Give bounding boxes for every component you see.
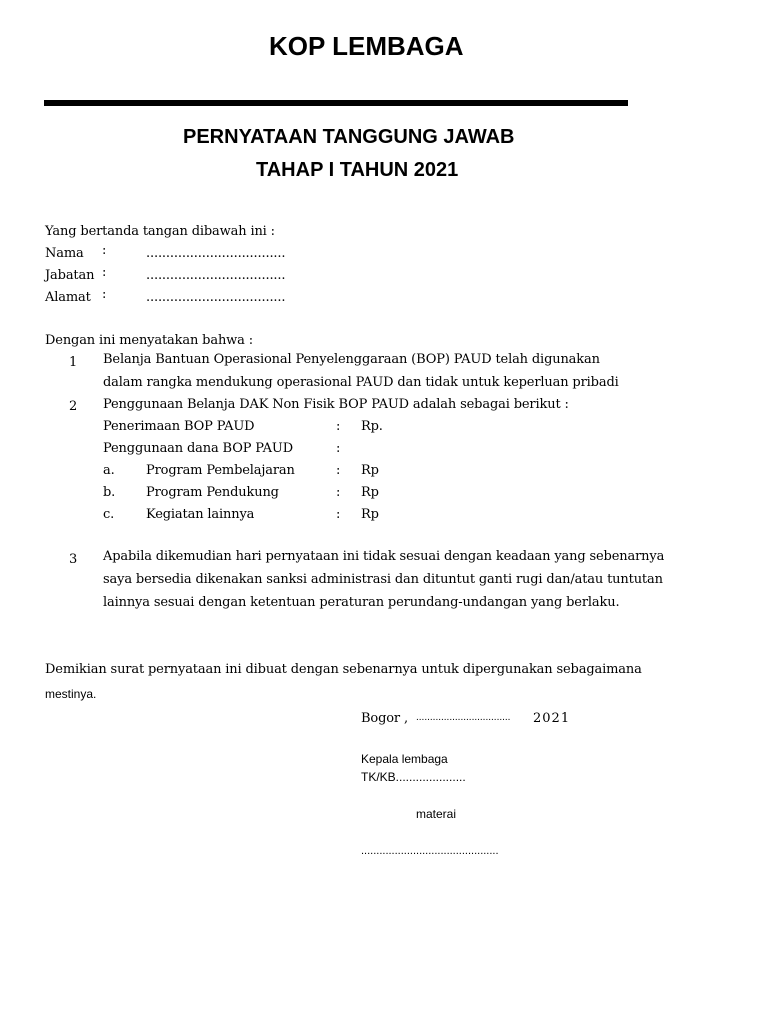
sub-item-letter: c.	[103, 507, 115, 522]
sub-item-amount: Rp	[361, 463, 379, 478]
closing-line1: Demikian surat pernyataan ini dibuat dengan sebenarnya untuk dipergunakan sebagaimana	[45, 662, 642, 677]
item3-line1: Apabila dikemudian hari pernyataan ini tidak sesuai dengan keadaan yang sebenarnya	[103, 549, 665, 564]
sub-item-colon: :	[336, 463, 341, 478]
sub-item-amount: Rp	[361, 507, 379, 522]
receipt-label: Penerimaan BOP PAUD	[103, 419, 255, 434]
usage-label: Penggunaan dana BOP PAUD	[103, 441, 294, 456]
letterhead-divider	[44, 100, 628, 106]
sub-item-amount: Rp	[361, 485, 379, 500]
name-label: Nama	[45, 246, 84, 261]
item2-line1: Penggunaan Belanja DAK Non Fisik BOP PAUD adalah sebagai berikut :	[103, 397, 569, 412]
signature-year: 2021	[533, 711, 571, 726]
sub-item-letter: a.	[103, 463, 115, 478]
signatory-institution: TK/KB.....................	[361, 770, 466, 784]
receipt-amount: Rp.	[361, 419, 383, 434]
letterhead-title: KOP LEMBAGA	[269, 31, 464, 61]
receipt-colon: :	[336, 419, 341, 434]
signature-date-field[interactable]: ..................................	[416, 712, 511, 723]
position-field[interactable]: ...................................	[146, 268, 286, 283]
item-number: 2	[69, 399, 78, 414]
usage-colon: :	[336, 441, 341, 456]
name-field[interactable]: ...................................	[146, 246, 286, 261]
sub-item-label: Program Pendukung	[146, 485, 279, 500]
item1-line2: dalam rangka mendukung operasional PAUD dan tidak untuk keperluan pribadi	[103, 375, 619, 390]
sub-item-colon: :	[336, 507, 341, 522]
address-label: Alamat	[45, 290, 91, 305]
identity-intro: Yang bertanda tangan dibawah ini :	[45, 224, 275, 239]
sub-item-label: Program Pembelajaran	[146, 463, 295, 478]
sub-item-letter: b.	[103, 485, 116, 500]
item-number: 3	[69, 552, 78, 567]
address-field[interactable]: ...................................	[146, 290, 286, 305]
signatory-name-field[interactable]: .............................................	[361, 845, 499, 857]
stamp-duty-placeholder: materai	[416, 807, 457, 821]
statement-intro: Dengan ini menyatakan bahwa :	[45, 333, 253, 348]
item3-line2: saya bersedia dikenakan sanksi administrasi dan dituntut ganti rugi dan/atau tuntutan	[103, 572, 663, 587]
signatory-role: Kepala lembaga	[361, 752, 448, 766]
address-colon: :	[102, 287, 107, 302]
document-title-line1: PERNYATAAN TANGGUNG JAWAB	[183, 126, 515, 148]
item-number: 1	[69, 355, 78, 370]
signature-place: Bogor ,	[361, 711, 408, 726]
position-colon: :	[102, 265, 107, 280]
sub-item-label: Kegiatan lainnya	[146, 507, 255, 522]
closing-line2: mestinya.	[45, 687, 97, 701]
sub-item-colon: :	[336, 485, 341, 500]
document-title-line2: TAHAP I TAHUN 2021	[256, 159, 459, 181]
name-colon: :	[102, 243, 107, 258]
item1-line1: Belanja Bantuan Operasional Penyelenggaraan (BOP) PAUD telah digunakan	[103, 352, 600, 367]
item3-line3: lainnya sesuai dengan ketentuan peraturan perundang-undangan yang berlaku.	[103, 595, 620, 610]
position-label: Jabatan	[45, 268, 95, 283]
